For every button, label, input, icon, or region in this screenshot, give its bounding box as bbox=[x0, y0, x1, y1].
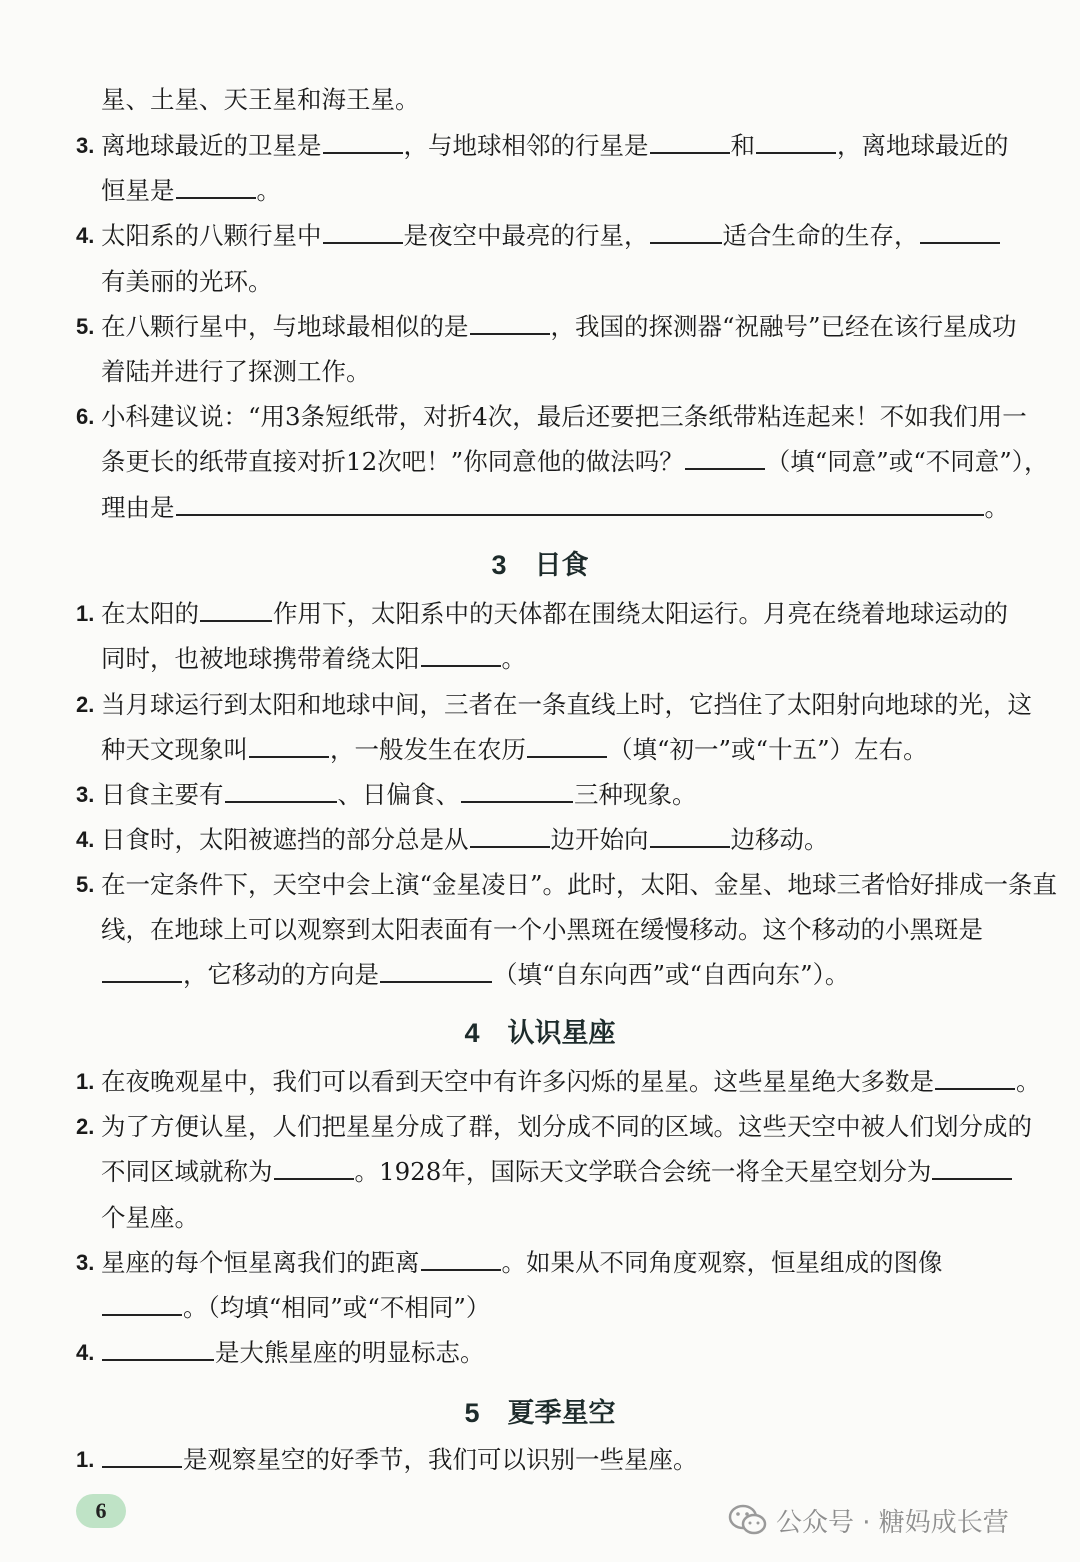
text-segment: 条更长的纸带直接对折12次吧！”你同意他的做法吗？ bbox=[101, 447, 684, 476]
text-segment: 是观察星空的好季节，我们可以识别一些星座。 bbox=[183, 1445, 698, 1474]
section-title: 日食 bbox=[534, 550, 589, 581]
text-segment: 星、土星、天王星和海王星。 bbox=[101, 85, 420, 114]
text-segment: 线，在地球上可以观察到太阳表面有一个小黑斑在缓慢移动。这个移动的小黑斑是 bbox=[101, 915, 983, 944]
text-segment: 在八颗行星中，与地球最相似的是 bbox=[101, 312, 469, 341]
question-line bbox=[0, 1288, 1080, 1328]
text-segment: 星座的每个恒星离我们的距离 bbox=[101, 1248, 420, 1277]
answer-blank[interactable] bbox=[650, 824, 730, 848]
text-segment: （填“同意”或“不同意”）， bbox=[765, 447, 1049, 476]
question-text bbox=[101, 126, 1009, 166]
question-line bbox=[0, 352, 1080, 392]
question-text bbox=[101, 594, 1008, 634]
text-segment: 同时，也被地球携带着绕太阳 bbox=[101, 644, 420, 673]
answer-blank[interactable] bbox=[380, 959, 492, 983]
text-segment: ，我国的探测器“祝融号”已经在该行星成功 bbox=[550, 312, 1017, 341]
question-number: 3. bbox=[76, 1250, 95, 1275]
answer-blank[interactable] bbox=[461, 779, 573, 803]
question-text bbox=[101, 442, 1049, 482]
question-text bbox=[101, 910, 983, 950]
answer-blank[interactable] bbox=[249, 734, 329, 758]
question-number: 3. bbox=[76, 782, 95, 807]
text-segment: 恒星是 bbox=[101, 176, 175, 205]
text-segment: 。 bbox=[501, 644, 526, 673]
question-line bbox=[0, 80, 1080, 120]
answer-blank[interactable] bbox=[527, 734, 607, 758]
text-segment: 是大熊星座的明显标志。 bbox=[215, 1338, 485, 1367]
text-segment: 。 bbox=[984, 493, 1009, 522]
question-text bbox=[101, 216, 1001, 256]
answer-blank[interactable] bbox=[323, 130, 403, 154]
question-text bbox=[101, 1152, 1013, 1192]
text-segment: ，离地球最近的 bbox=[837, 131, 1009, 160]
question-number: 6. bbox=[76, 404, 95, 429]
text-segment: 。如果从不同角度观察，恒星组成的图像 bbox=[501, 1248, 943, 1277]
question-text bbox=[101, 1333, 485, 1373]
question-text bbox=[101, 488, 1009, 528]
question-line bbox=[0, 126, 1080, 166]
section-number: 5 bbox=[464, 1398, 480, 1428]
text-segment: 在一定条件下，天空中会上演“金星凌日”。此时，太阳、金星、地球三者恰好排成一条直 bbox=[101, 870, 1058, 899]
answer-blank[interactable] bbox=[932, 1156, 1012, 1180]
question-text bbox=[101, 1288, 490, 1328]
answer-blank[interactable] bbox=[102, 959, 182, 983]
question-text bbox=[101, 1062, 1041, 1102]
text-segment: 边开始向 bbox=[550, 825, 649, 854]
question-text bbox=[101, 685, 1032, 725]
question-line bbox=[0, 307, 1080, 347]
question-line bbox=[0, 955, 1080, 995]
text-segment: 为了方便认星，人们把星星分成了群，划分成不同的区域。这些天空中被人们划分成的 bbox=[101, 1112, 1032, 1141]
text-segment: 和 bbox=[730, 131, 755, 160]
question-line bbox=[0, 1152, 1080, 1192]
question-line bbox=[0, 1243, 1080, 1283]
page-number: 6 bbox=[76, 1494, 126, 1528]
answer-blank[interactable] bbox=[756, 130, 836, 154]
answer-blank[interactable] bbox=[920, 220, 1000, 244]
text-segment: 是夜空中最亮的行星， bbox=[403, 221, 649, 250]
question-number: 5. bbox=[76, 872, 95, 897]
text-segment: ，它移动的方向是 bbox=[183, 960, 379, 989]
answer-blank[interactable] bbox=[685, 446, 765, 470]
question-text bbox=[101, 262, 273, 302]
answer-blank[interactable] bbox=[650, 130, 730, 154]
answer-blank[interactable] bbox=[176, 175, 256, 199]
text-segment: 理由是 bbox=[101, 493, 175, 522]
question-line bbox=[0, 397, 1080, 437]
question-number: 4. bbox=[76, 223, 95, 248]
question-number: 3. bbox=[76, 133, 95, 158]
question-text bbox=[101, 80, 420, 120]
answer-blank[interactable] bbox=[225, 779, 337, 803]
text-segment: 个星座。 bbox=[101, 1203, 199, 1232]
question-text bbox=[101, 171, 281, 211]
answer-blank[interactable] bbox=[470, 824, 550, 848]
question-line bbox=[0, 865, 1080, 905]
answer-blank[interactable] bbox=[421, 1247, 501, 1271]
answer-blank[interactable] bbox=[102, 1444, 182, 1468]
section-number: 3 bbox=[491, 550, 507, 580]
question-line bbox=[0, 488, 1080, 528]
question-text bbox=[101, 1243, 943, 1283]
question-line bbox=[0, 262, 1080, 302]
text-segment: 、日偏食、 bbox=[337, 780, 460, 809]
text-segment: 在夜晚观星中，我们可以看到天空中有许多闪烁的星星。这些星星绝大多数是 bbox=[101, 1067, 934, 1096]
text-segment: 太阳系的八颗行星中 bbox=[101, 221, 322, 250]
answer-blank[interactable] bbox=[421, 643, 501, 667]
text-segment: 小科建议说：“用3条短纸带，对折4次，最后还要把三条纸带粘连起来！不如我们用一 bbox=[101, 402, 1027, 431]
question-line bbox=[0, 639, 1080, 679]
text-segment: 。 bbox=[1016, 1067, 1041, 1096]
question-number: 1. bbox=[76, 1069, 95, 1094]
answer-blank[interactable] bbox=[650, 220, 722, 244]
text-segment: 。（均填“相同”或“不相同”） bbox=[183, 1293, 491, 1322]
question-number: 2. bbox=[76, 692, 95, 717]
question-number: 4. bbox=[76, 827, 95, 852]
question-text bbox=[101, 307, 1017, 347]
question-number: 4. bbox=[76, 1340, 95, 1365]
question-line bbox=[0, 1198, 1080, 1238]
text-segment: 日食时，太阳被遮挡的部分总是从 bbox=[101, 825, 469, 854]
text-segment: 日食主要有 bbox=[101, 780, 224, 809]
question-line bbox=[0, 1440, 1080, 1480]
answer-blank[interactable] bbox=[470, 311, 550, 335]
question-line bbox=[0, 1333, 1080, 1373]
text-segment: （填“自东向西”或“自西向东”）。 bbox=[493, 960, 850, 989]
question-line bbox=[0, 730, 1080, 770]
section-title: 认识星座 bbox=[507, 1018, 616, 1049]
text-segment: 。 bbox=[256, 176, 281, 205]
answer-blank[interactable] bbox=[274, 1156, 354, 1180]
answer-blank[interactable] bbox=[102, 1337, 214, 1361]
wechat-icon bbox=[728, 1503, 768, 1537]
question-text bbox=[101, 397, 1027, 437]
text-segment: 在太阳的 bbox=[101, 599, 199, 628]
text-segment: 当月球运行到太阳和地球中间，三者在一条直线上时，它挡住了太阳射向地球的光，这 bbox=[101, 690, 1032, 719]
section-heading-3 bbox=[0, 543, 1080, 587]
question-text bbox=[101, 1107, 1032, 1147]
text-segment: 种天文现象叫 bbox=[101, 735, 248, 764]
answer-blank[interactable] bbox=[200, 598, 272, 622]
text-segment: 三种现象。 bbox=[574, 780, 697, 809]
question-text bbox=[101, 730, 928, 770]
question-text bbox=[101, 1198, 199, 1238]
answer-blank[interactable] bbox=[176, 492, 984, 516]
question-line bbox=[0, 820, 1080, 860]
text-segment: （填“初一”或“十五”）左右。 bbox=[608, 735, 928, 764]
text-segment: 着陆并进行了探测工作。 bbox=[101, 357, 371, 386]
question-text bbox=[101, 775, 697, 815]
section-heading-4 bbox=[0, 1011, 1080, 1055]
question-text bbox=[101, 1440, 698, 1480]
watermark-text: 公众号 · 糖妈成长营 bbox=[776, 1507, 1009, 1538]
text-segment: ，一般发生在农历 bbox=[330, 735, 526, 764]
answer-blank[interactable] bbox=[323, 220, 403, 244]
text-segment: 不同区域就称为 bbox=[101, 1157, 273, 1186]
text-segment: 作用下，太阳系中的天体都在围绕太阳运行。月亮在绕着地球运动的 bbox=[273, 599, 1008, 628]
question-text bbox=[101, 639, 526, 679]
section-number: 4 bbox=[464, 1018, 480, 1048]
text-segment: 适合生命的生存， bbox=[722, 221, 919, 250]
text-segment: 边移动。 bbox=[730, 825, 829, 854]
question-line bbox=[0, 685, 1080, 725]
question-number: 1. bbox=[76, 1447, 95, 1472]
text-segment: ，与地球相邻的行星是 bbox=[403, 131, 649, 160]
answer-blank[interactable] bbox=[935, 1066, 1015, 1090]
question-line bbox=[0, 442, 1080, 482]
question-number: 5. bbox=[76, 314, 95, 339]
question-line bbox=[0, 775, 1080, 815]
question-text bbox=[101, 865, 1057, 905]
question-line bbox=[0, 171, 1080, 211]
question-number: 2. bbox=[76, 1114, 95, 1139]
question-line bbox=[0, 1062, 1080, 1102]
text-segment: 。1928年，国际天文学联合会统一将全天星空划分为 bbox=[354, 1157, 932, 1186]
question-number: 1. bbox=[76, 601, 95, 626]
text-segment: 离地球最近的卫星是 bbox=[101, 131, 322, 160]
answer-blank[interactable] bbox=[102, 1292, 182, 1316]
question-line bbox=[0, 1107, 1080, 1147]
question-line bbox=[0, 216, 1080, 256]
question-text bbox=[101, 955, 849, 995]
section-title: 夏季星空 bbox=[507, 1398, 616, 1429]
question-line bbox=[0, 594, 1080, 634]
question-text bbox=[101, 820, 829, 860]
text-segment: 有美丽的光环。 bbox=[101, 267, 273, 296]
question-line bbox=[0, 910, 1080, 950]
section-heading-5 bbox=[0, 1391, 1080, 1435]
question-text bbox=[101, 352, 371, 392]
watermark bbox=[728, 1498, 1009, 1542]
